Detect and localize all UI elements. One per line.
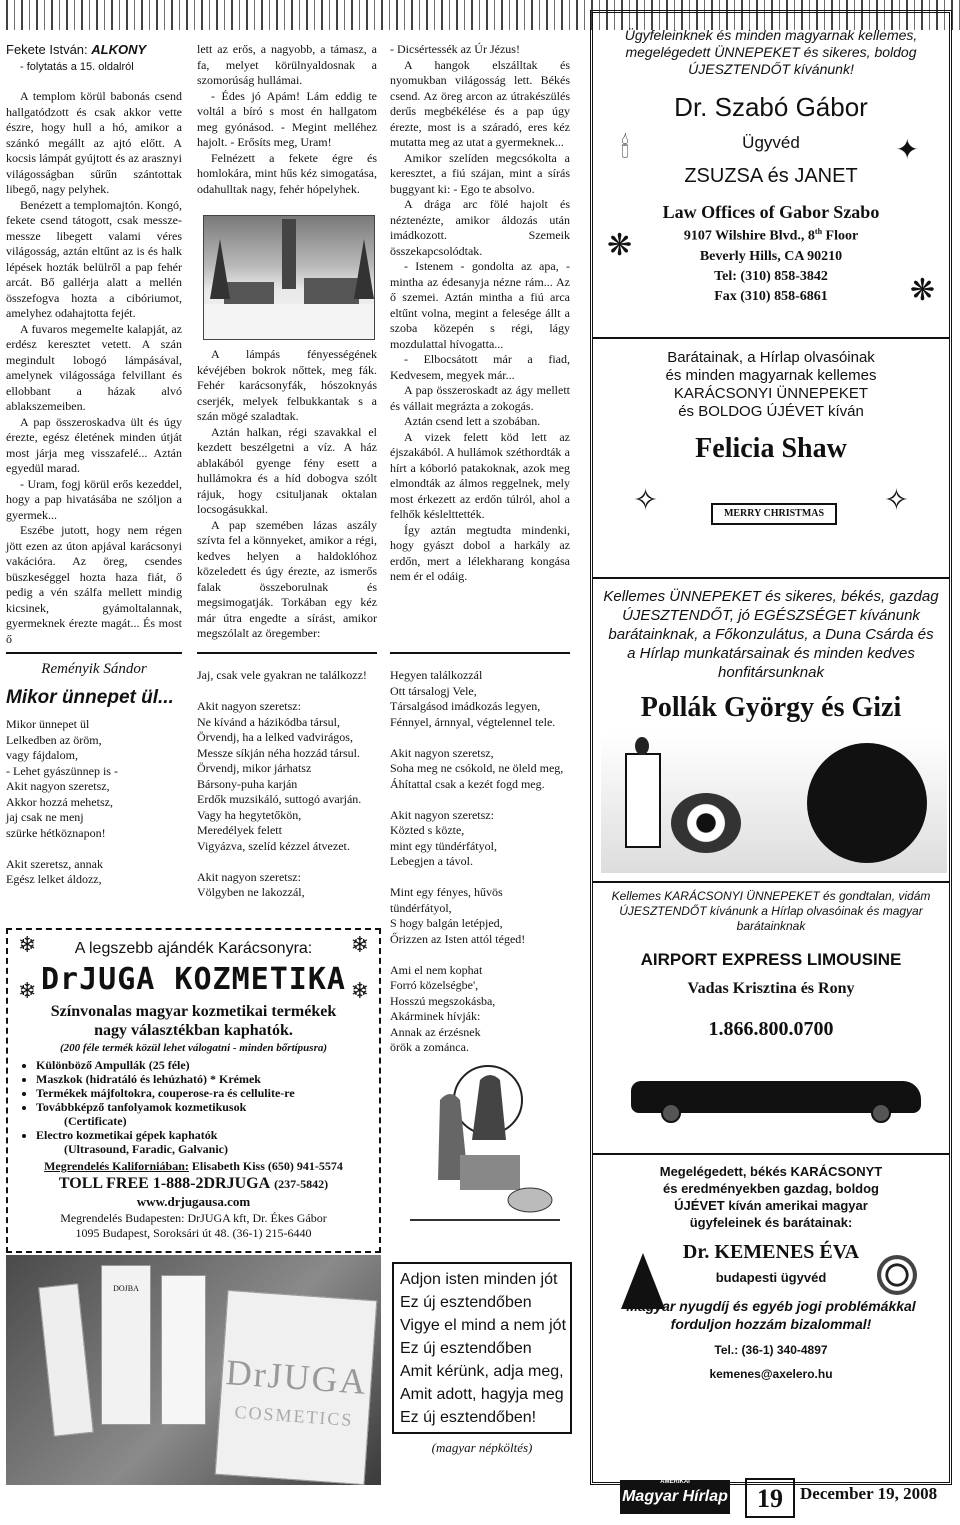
- article-column-1: [6, 42, 182, 647]
- drjuga-order-contact: Elisabeth Kiss (650) 941-5574: [191, 1159, 343, 1173]
- angel-icon: ✦: [895, 135, 919, 166]
- article-col2-top-paragraphs: [197, 42, 377, 197]
- airport-ad: [593, 889, 949, 1041]
- poem-line: Lebegjen a távol.: [390, 854, 473, 868]
- article-paragraph: Felnézett a fekete égre és homlokára, mint hűs kéz simogatása, odahulltak nagy, fehér hópelyhek.: [197, 150, 377, 196]
- poem-line: [390, 947, 580, 963]
- pollak-ad: [593, 587, 949, 724]
- article-paragraph: A pap összeroskadt az ágy mellett és vállait megrázta a zokogás.: [390, 383, 570, 413]
- poem-column-2: [197, 668, 382, 901]
- szabo-tel: Tel: (310) 858-3842: [714, 268, 828, 284]
- drjuga-tollfree-number: (237-5842): [274, 1177, 329, 1191]
- issue-date: December 19, 2008: [800, 1484, 938, 1503]
- article-paragraph: Aztán halkan, régi szavakkal el kezdett beszélgetni a víz. A ház ablakából gyenge fény esett a hullámokra és a híd dobogva szólt rájuk, hogy csituljanak oktalan locsogásukkal.: [197, 424, 377, 516]
- christmas-candle-illustration: [601, 733, 947, 873]
- poem-line: Akárminek hívják:: [390, 1009, 481, 1023]
- szabo-greeting: Ügyfeleinknek és minden magyarnak kellemes, megelégedett ÜNNEPEKET és sikeres, boldog ÚJESZTENDŐT kívánunk!: [624, 27, 918, 77]
- poem-line: vagy fájdalom,: [6, 748, 78, 762]
- poem-line: Adjon isten minden jót: [400, 1271, 558, 1288]
- poem-line: Ott társalogj Vele,: [390, 683, 477, 698]
- wheel-icon: [661, 1103, 681, 1123]
- poem-line: Közted s közte,: [390, 823, 465, 837]
- drjuga-bullet: • Továbbképző tanfolyamok kozmetikusok: [36, 1100, 367, 1114]
- szabo-role: Ügyvéd: [742, 133, 800, 152]
- drjuga-headline: A legszebb ajándék Karácsonyra:: [74, 940, 313, 957]
- poem-line: Vigyázva, szelíd kézzel átvezet.: [197, 838, 350, 853]
- folk-poem-box: [392, 1262, 572, 1434]
- article-paragraph: A hangok elszálltak és nyomukban világosság lett. Békés csend. Az öreg arcon az útrakészülés derűs megbékélése és a pap úgy érezte, most is a száradó, eres kéz mutatta meg az utat a gyermeknek...: [390, 57, 570, 149]
- section-divider: [593, 577, 949, 579]
- drjuga-bullet: • Termékek májfoltokra, couperose-ra és cellulite-re: [36, 1086, 367, 1100]
- shaw-ad: [593, 349, 949, 465]
- shaw-greeting-2: és minden magyarnak kellemes: [665, 367, 877, 384]
- article-byline: [6, 42, 182, 58]
- article-paragraph: A pap összeroskadva ült és úgy érezte, egész életének minden útját most járja meg visszafelé... Aztán egyedül marad.: [6, 414, 182, 475]
- poem-line: [6, 841, 182, 857]
- drjuga-budapest: Megrendelés Budapesten: DrJUGA kft, Dr. Ékes Gábor: [60, 1211, 327, 1225]
- angel-icon: ✧: [633, 484, 659, 517]
- poem-line: örök a zománca.: [390, 1040, 469, 1054]
- szabo-floor-sup: th: [814, 227, 823, 236]
- house: [224, 282, 274, 304]
- article-paragraph: A pap szemében lázas aszály szívta fel a könnyeket, amikor a régi, kedves helyen a haldoklóhoz közeledett és úgy érezte, az ismerős falak összeborulnak és megsimogatják. Torkában egy kéz már útra engedte a sírást, amikor megszólalt az öregember:: [197, 517, 377, 640]
- article-paragraph: Eszébe jutott, hogy nem régen jött ezen az úton apjával karácsonyi vakációra. Az öreg, csendes büszkeséggel hozta haza fiát, ő pedig a vén szálfa mellett mindig kicsinek, gyámoltalannak, gyermeknek érezte magát... És most ő: [6, 523, 182, 646]
- column-divider: [390, 652, 570, 654]
- poem-line: Vigye el mind a nem jót: [400, 1317, 567, 1334]
- snowy-ground: [204, 304, 374, 339]
- poem-line: szürke hétköznapon!: [6, 825, 106, 840]
- column-divider: [6, 652, 182, 654]
- article-column-3: [390, 42, 570, 585]
- airport-owners: Vadas Krisztina és Rony: [687, 980, 855, 997]
- house: [304, 278, 359, 304]
- poem-line: Akit szeretsz, annak: [6, 856, 103, 871]
- szabo-address: 9107 Wilshire Blvd., 8: [683, 228, 815, 244]
- bag-logo: DrJUGA: [224, 1352, 369, 1402]
- poem-line: [197, 854, 382, 870]
- poem-lines-col3: [390, 668, 580, 1056]
- magyar-hirlap-logo: [620, 1480, 730, 1514]
- poem-column-1: [6, 662, 182, 888]
- poem-line: Őrizzen az Isten attól téged!: [390, 931, 526, 946]
- drjuga-bullet: • Electro kozmetikai gépek kaphatók: [36, 1128, 367, 1142]
- kemenes-tel: Tel.: (36-1) 340-4897: [714, 1343, 828, 1357]
- article-paragraph: - Édes jó Apám! Lám eddig te voltál a bíró s most én hallgatom meg gyónásod. - Megint melléhez hajolt. - Erősíts meg, Uram!: [197, 88, 377, 149]
- poem-line: Fénnyel, árnnyal, végtelennel tele.: [390, 714, 556, 729]
- article-author: Fekete István:: [6, 42, 88, 57]
- szabo-staff: ZSUZSA és JANET: [684, 165, 858, 187]
- section-divider: [593, 881, 949, 883]
- nativity-illustration: [400, 1060, 570, 1225]
- poem-line: [390, 730, 580, 746]
- article-paragraph: - Istenem - gondolta az apa, - mintha az édesanyja nézne rám... Az ő szemei. Aztán mintha a fiú arca eltűnt volna, megint a felesége állt a szoba közepén s régi, lágy mozdulattal hívogatta...: [390, 259, 570, 351]
- poem-line: Ez új esztendőben: [400, 1340, 532, 1357]
- article-paragraph: lett az erős, a nagyobb, a támasz, a fa, melyet körülnyaldosnak a szomorúság hullámai.: [197, 42, 377, 87]
- article-continued-note: - folytatás a 15. oldalról: [20, 60, 134, 73]
- angel-icon: ✧: [883, 484, 909, 517]
- poem-line: Jaj, csak vele gyakran ne találkozz!: [197, 668, 367, 682]
- poem-line: Mint egy fényes, hűvös: [390, 885, 503, 899]
- product-box-label: DOJBA: [113, 1284, 139, 1293]
- pollak-names: Pollák György és Gizi: [640, 692, 902, 723]
- kemenes-role: budapesti ügyvéd: [715, 1270, 827, 1285]
- holly-icon: ❋: [607, 229, 633, 262]
- poem-line: Ez új esztendőben!: [400, 1409, 537, 1426]
- poem-line: Ne kívánd a házikódba társul,: [197, 714, 340, 729]
- article-title: ALKONY: [91, 42, 147, 57]
- poem-line: Mikor ünnepet ül: [6, 717, 90, 731]
- drjuga-bullet-sub: (Ultrasound, Faradic, Galvanic): [64, 1142, 228, 1156]
- drjuga-note: (200 féle termék közül lehet válogatni - minden bőrtípusra): [59, 1042, 328, 1054]
- sleigh-moon-icon: [807, 743, 927, 863]
- drjuga-tollfree-line: [8, 1175, 379, 1193]
- poem-line: Messze síkján néha hozzád társul.: [197, 745, 360, 760]
- article-paragraph: A templom körül babonás csend hallgatódzott és csak akkor vette észre, hogy hull a hó, amikor a szánkó megállt az ajtó előtt. A kocsis lámpát gyújtott és az arasznyi világosságban sűrűn szántottak libegő, nagy pelyhek.: [6, 89, 182, 196]
- magyar-hirlap-logo-small: AMERIKAI: [660, 1479, 690, 1485]
- article-paragraph: A drága arc fölé hajolt és néztenézte, amikor áldozás után imádkozott. Szemeik összekapcsolódtak.: [390, 197, 570, 258]
- airport-company: AIRPORT EXPRESS LIMOUSINE: [640, 950, 902, 969]
- cosmetics-bag: [215, 1290, 378, 1485]
- drjuga-order-label: Megrendelés Kaliforniában:: [44, 1159, 189, 1173]
- article-paragraph: Benézett a templomajtón. Kongó, fekete csend tátogott, csak messze-messze libegett valami véres világosság, aztán eltűnt az is és halk lépések hozták belülről a pap fehér arcát. Bő gallérja alatt a mellén összefogva hozta a cibóriumot, amelyhez odahajtotta fejét.: [6, 197, 182, 320]
- szabo-name: Dr. Szabó Gábor: [674, 92, 868, 122]
- drjuga-bullet: • Különböző Ampullák (25 féle): [36, 1058, 367, 1072]
- drjuga-bullet: • Maszkok (hidratáló és lehúzható) * Krémek: [36, 1072, 367, 1086]
- poem-column-3: [390, 668, 580, 1056]
- poem-line: Hegyen találkozzál: [390, 668, 483, 682]
- kemenes-email-link[interactable]: kemenes@axelero.hu: [709, 1367, 833, 1381]
- tree: [210, 239, 230, 299]
- poem-line: Egész lelket áldozz,: [6, 872, 102, 886]
- drjuga-ad: [6, 928, 381, 1253]
- poem-line: Forró közelségbe',: [390, 978, 479, 992]
- poem-line: Akit nagyon szeretsz,: [6, 779, 110, 793]
- product-tube: [38, 1283, 93, 1436]
- shaw-greeting-3: KARÁCSONYI ÜNNEPEKET: [673, 385, 869, 402]
- shaw-greeting-4: és BOLDOG ÚJÉVET kíván: [678, 403, 864, 420]
- poem-line: S hogy balgán letépjed,: [390, 916, 503, 930]
- poem-line: Bársony-puha karján: [197, 776, 298, 791]
- poem-line: Amit adott, hagyja meg: [400, 1386, 564, 1403]
- product-box: [101, 1265, 151, 1425]
- drjuga-tagline-2: nagy választékban kaphatók.: [94, 1022, 293, 1039]
- poem-lines-col1: [6, 717, 182, 888]
- article-paragraph: A lámpás fényességének kévéjében bokrok nőttek, meg fák. Fehér karácsonyfák, hószoknyás cserjék, melyek felbukkantak s a szán mögé szaladtak.: [197, 347, 377, 423]
- winter-village-painting: [203, 215, 375, 340]
- article-paragraph: A fuvaros megemelte kalapját, az erdész keresztet vetett. A szán megindult lobogó lámpásával, amelynek világossága felvillant és ellobbant a házak alvó ablakszemeiben.: [6, 321, 182, 413]
- poem-line: Örvendj, ha a lelked vadvirágos,: [197, 730, 353, 744]
- right-ads-panel: [590, 10, 952, 1485]
- nativity-drawing: [400, 1060, 570, 1225]
- poem-line: Meredélyek felett: [197, 823, 282, 837]
- poem-line: Akit nagyon szeretsz:: [390, 807, 494, 822]
- poem-line: Soha meg ne csókold, ne öleld meg,: [390, 761, 564, 775]
- poem-line: Örvendj, mikor járhatsz: [197, 761, 312, 775]
- candle-icon: 🕯: [621, 133, 629, 164]
- article-paragraph: Aztán csend lett a szobában.: [404, 414, 541, 428]
- drjuga-bullet-sub: (Certificate): [64, 1114, 127, 1128]
- snowflake-icon: ❄: [350, 932, 369, 957]
- article-column-2: [197, 42, 377, 197]
- poem-line: Akit nagyon szeretsz:: [197, 869, 301, 884]
- church-steeple: [282, 219, 296, 289]
- shaw-name: Felicia Shaw: [695, 433, 847, 464]
- poem-line: Áhítattal csak a kezét fogd meg.: [390, 776, 545, 791]
- poem-line: mint egy tündérfátyol,: [390, 838, 497, 853]
- poem-line: Ami el nem kophat: [390, 962, 483, 977]
- poem-line: Akit nagyon szeretsz,: [390, 745, 494, 760]
- folk-poem-source: (magyar népköltés): [431, 1440, 533, 1455]
- poem-line: Társalgásod imádkozás legyen,: [390, 699, 541, 713]
- limousine-illustration: [631, 1073, 921, 1125]
- holly-icon: ❋: [909, 274, 935, 307]
- tree: [354, 239, 374, 299]
- poem-line: tündérfátyol,: [390, 900, 452, 915]
- poem-line: Völgyben ne lakozzál,: [197, 885, 305, 899]
- szabo-address-line: [593, 227, 949, 245]
- poem-line: - Lehet gyászünnep is -: [6, 763, 118, 778]
- poem-line: Hosszú megszokásba,: [390, 993, 496, 1008]
- drjuga-tollfree: TOLL FREE 1-888-2DRJUGA: [58, 1175, 271, 1192]
- szabo-floor: Floor: [822, 228, 859, 244]
- poem-line: [197, 684, 382, 700]
- snowflake-icon: ❄: [350, 978, 369, 1003]
- section-divider: [593, 337, 949, 339]
- shaw-greeting-1: Barátainak, a Hírlap olvasóinak: [667, 349, 875, 366]
- article-paragraph: Így aztán megtudta mindenki, hogy gyászt dobol a harkály az erdőn, mert a lélekharang kongása nem ér el odáig.: [390, 522, 570, 583]
- poem-line: [390, 870, 580, 886]
- column-divider: [197, 652, 377, 654]
- poem-title: Mikor ünnepet ül...: [6, 686, 174, 708]
- snowflake-icon: ❄: [18, 932, 37, 957]
- article-paragraph: - Dicsértessék az Úr Jézus!: [390, 42, 520, 56]
- pollak-greeting: Kellemes ÜNNEPEKET és sikeres, békés, gazdag ÚJESZTENDŐT, jó EGÉSZSÉGET kívánunk barátainknak, a Főkonzulátus, a Duna Csárda és a Hírlap munkatársainak és minden kedves honfitársunknak: [603, 588, 939, 681]
- drjuga-product-list: [22, 1058, 367, 1156]
- kemenes-slogan: Magyar nyugdíj és egyéb jogi problémákkal forduljon hozzám bizalommal!: [626, 1298, 916, 1332]
- drjuga-website-link[interactable]: www.drjugausa.com: [136, 1194, 251, 1209]
- candle-icon: [625, 753, 661, 848]
- magyar-hirlap-logo-text: Magyar Hírlap: [622, 1488, 728, 1505]
- poem-line: Akit nagyon szeretsz:: [197, 699, 301, 713]
- szabo-firm: Law Offices of Gabor Szabo: [662, 202, 880, 222]
- article-paragraph: - Uram, fogj körül erős kezeddel, hogy a pap hivatásába ne szóljon a gyermek...: [6, 476, 182, 522]
- article-column-2-bottom: [197, 347, 377, 642]
- drjuga-tagline: [8, 1002, 379, 1040]
- poem-line: Lelkedben az öröm,: [6, 732, 102, 747]
- poem-author: Reményik Sándor: [41, 661, 147, 677]
- product-bottle: [161, 1275, 206, 1425]
- airport-greeting: Kellemes KARÁCSONYI ÜNNEPEKET és gondtalan, vidám ÚJESZTENDŐT kívánunk a Hírlap olvasóinak és magyar barátainknak: [611, 889, 931, 933]
- flame-icon: [635, 737, 649, 755]
- drjuga-tagline-1: Színvonalas magyar kozmetikai termékek: [50, 1003, 337, 1020]
- kemenes-name: Dr. KEMENES ÉVA: [682, 1241, 860, 1263]
- poem-line: Ez új esztendőben: [400, 1294, 532, 1311]
- folk-poem-lines: [394, 1264, 570, 1433]
- poem-line: Amit kérünk, adja meg,: [400, 1363, 564, 1380]
- page-number: 19: [745, 1478, 795, 1518]
- poem-line: Annak az érzésnek: [390, 1024, 481, 1039]
- poem-line: jaj csak ne menj: [6, 810, 84, 824]
- drjuga-address: 1095 Budapest, Soroksári út 48. (36-1) 215-6440: [75, 1226, 312, 1240]
- merry-christmas-banner: MERRY CHRISTMAS: [711, 503, 837, 525]
- poem-line: [390, 792, 580, 808]
- article-col1-paragraphs: [6, 89, 182, 647]
- drjuga-brand: DrJUGA KOZMETIKA: [41, 962, 346, 997]
- christmas-tree-icon: [621, 1253, 665, 1309]
- airport-phone: 1.866.800.0700: [708, 1018, 834, 1040]
- kemenes-greeting: Megelégedett, békés KARÁCSONYT és eredményekben gazdag, boldog ÚJÉVET kíván amerikai magyar ügyfeleinek és barátainak:: [659, 1164, 883, 1230]
- article-paragraph: - Elbocsátott már a fiad, Kedvesem, megyek már...: [390, 352, 570, 382]
- article-col3-paragraphs: [390, 42, 570, 585]
- szabo-fax: Fax (310) 858-6861: [714, 288, 828, 304]
- poem-line: Akkor hozzá mehetsz,: [6, 794, 113, 809]
- snowflake-icon: ❄: [18, 978, 37, 1003]
- poem-line: Erdők muzsikáló, suttogó avarján.: [197, 792, 362, 806]
- poinsettia-icon: [671, 793, 741, 853]
- article-col2-bottom-paragraphs: [197, 347, 377, 642]
- section-divider: [593, 1153, 949, 1155]
- drjuga-order-line: [8, 1159, 379, 1174]
- wheel-icon: [871, 1103, 891, 1123]
- poem-lines-col2: [197, 668, 382, 901]
- szabo-city: Beverly Hills, CA 90210: [699, 248, 843, 264]
- ornament-icon: [877, 1255, 917, 1295]
- article-paragraph: Amikor szelíden megcsókolta a keresztet, a fiú szájan, mint a sírás buggyant ki: - Ego te absolvo.: [390, 150, 570, 196]
- article-paragraph: A vizek felett köd lett az éjszakából. A hullámok széthordták a hírt a kóborló patakoknak, azok meg elmondták az álmos reggelnek, mely most érkezett az erdőn túlról, ahol a felhők késlelttették.: [390, 429, 570, 521]
- bag-logo-sub: COSMETICS: [233, 1401, 355, 1431]
- drjuga-product-photo: [6, 1255, 381, 1485]
- poem-line: Vagy ha hegytetőkön,: [197, 807, 302, 822]
